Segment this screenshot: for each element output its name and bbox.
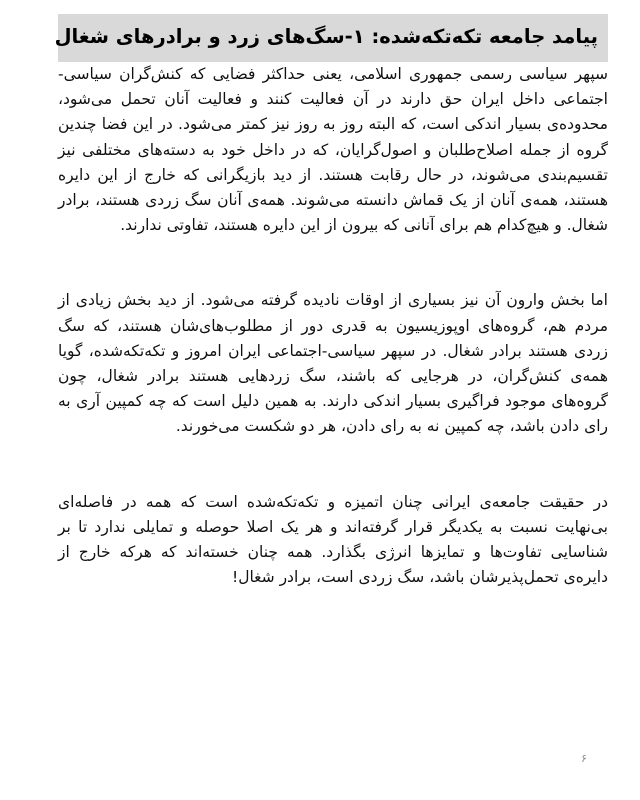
page-number: ۶ bbox=[581, 752, 587, 765]
paragraph-1: سپهر سیاسی رسمی جمهوری اسلامی، یعنی حداکثر فضایی که کنش‌گران سیاسی-اجتماعی داخل ایران حق دارند در آن فعالیت کنند و فعالیت آنان تحمل می‌شود، محدوده‌ی بسیار اندکی است، که البته روز به روز نیز کمتر می‌شود. در این فضا چندین گروه از جمله اصلاح‌طلبان و اصول‌گرایان، که در داخل خود به دسته‌های مختلفی نیز تقسیم‌بندی می‌شوند، در حال رقابت هستند. از دید بازیگرانی که خارج از این دایره هستند، همه‌ی آنان از یک قماش دانسته می‌شوند. همه‌ی آنان سگ زردی هستند، برادر شغال. و هیچ‌کدام هم برای آنانی که بیرون از این دایره هستند، تفاوتی ندارند. bbox=[58, 65, 608, 235]
paragraph-2: اما بخش وارون آن نیز بسیاری از اوقات نادیده گرفته می‌شود. از دید بخش زیادی از مردم هم، گروه‌های اوپوزیسیون به قدری دور از مطلوب‌های‌شان هستند، که سگ زردی هستند برادر شغال. در سپهر سیاسی-اجتماعی ایران امروز و تکه‌تکه‌شده، گویا همه‌ی کنش‌گران، در هرجایی که باشند، سگ زردهایی هستند برادر شغال، چون گروه‌های موجود فراگیری بسیار اندکی دارند. به همین دلیل است که چه کمپین آری به رای دادن باشد، چه کمپین نه به رای دادن، هر دو شکست می‌خورند. bbox=[58, 291, 608, 436]
title-bar bbox=[54, 14, 608, 62]
article-body bbox=[58, 62, 608, 590]
paragraph-3: در حقیقت جامعه‌ی ایرانی چنان اتمیزه و تکه‌تکه‌شده است که همه در فاصله‌ای بی‌نهایت نسبت به یکدیگر قرار گرفته‌اند و هر یک اصلا حوصله و تمایلی ندارد تا بر شناسایی تفاوت‌ها و تمایزها انرژی بگذارد. همه چنان خسته‌اند که هرکه خارج از دایره‌ی تحمل‌پذیرشان باشد، سگ زردی است، برادر شغال! bbox=[58, 492, 608, 587]
page-title: پیامد جامعه تکه‌تکه‌شده: ۱-سگ‌های زرد و برادرهای شغال bbox=[54, 25, 598, 48]
